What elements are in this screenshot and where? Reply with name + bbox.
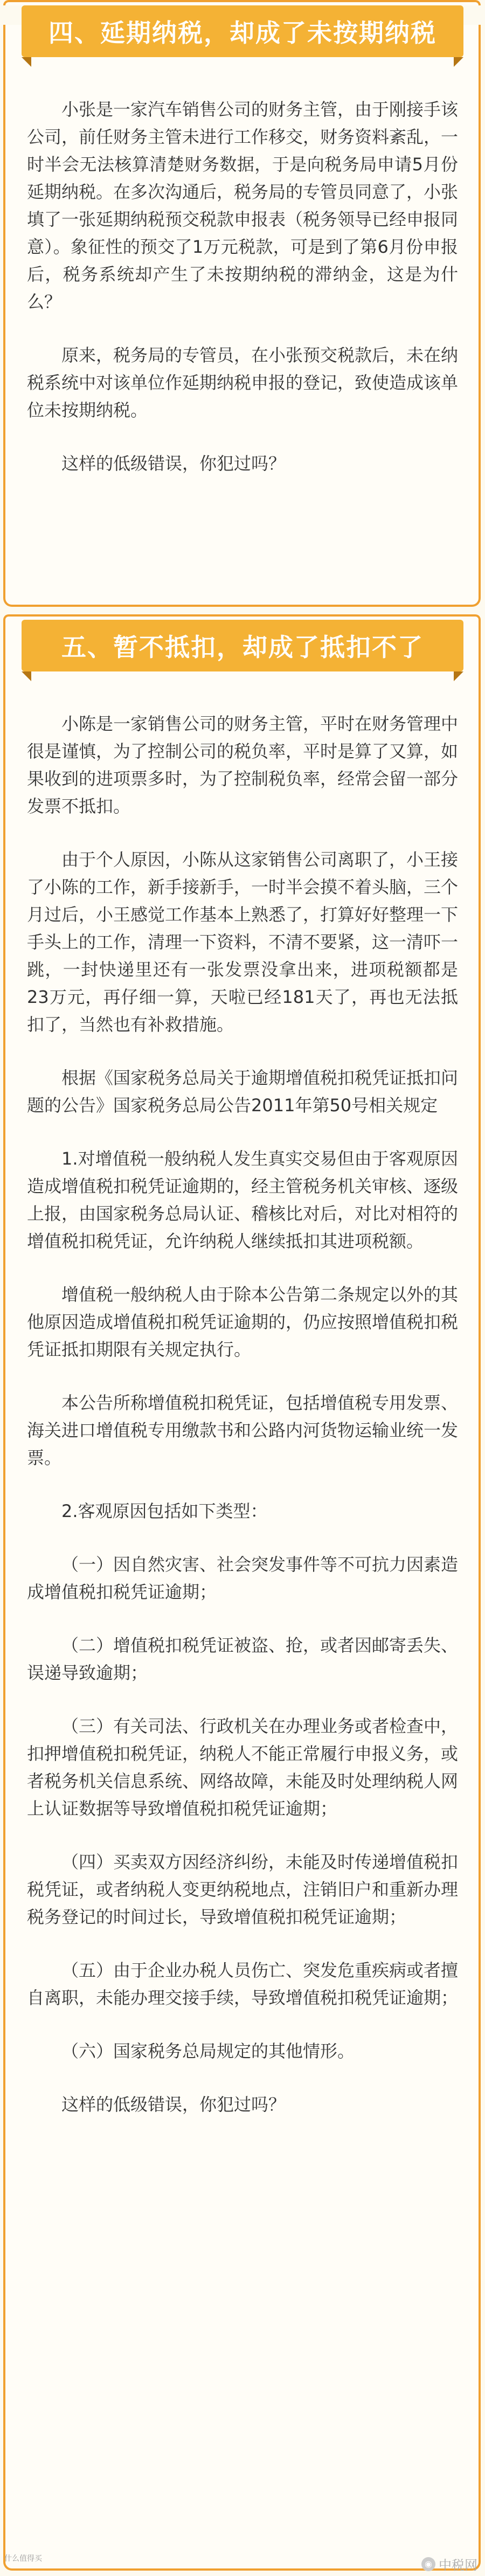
ribbon-fold-left — [22, 671, 31, 681]
closing-question: 这样的低级错误，你犯过吗？ — [61, 2094, 286, 2115]
section-title-4: 四、延期纳税，却成了未按期纳税 — [48, 18, 436, 47]
section-body-4 — [27, 96, 458, 503]
closing-question: 这样的低级错误，你犯过吗？ — [61, 453, 286, 474]
paragraph: 由于个人原因，小陈从这家销售公司离职了，小王接了小陈的工作，新手接新手，一时半会摸不着头脑，三个月过后，小王感觉工作基本上熟悉了，打算好好整理一下手头上的工作，清理一下资料，不清不要紧，这一清吓一跳，一封快递里还有一张发票没拿出来，进项税额都是23万元，再仔细一算，天啦已经181天了，再也无法抵扣了，当然也有补救措施。 — [27, 849, 459, 1035]
paragraph: 原来，税务局的专管员，在小张预交税款后，未在纳税系统中对该单位作延期纳税申报的登记，致使造成该单位未按期纳税。 — [27, 345, 459, 420]
paragraph: 小陈是一家销售公司的财务主管，平时在财务管理中很是谨慎，为了控制公司的税负率，平时是算了又算，如果收到的进项票多时，为了控制税负率，经常会留一部分发票不抵扣。 — [27, 714, 459, 816]
list-item: （四）买卖双方因经济纠纷，未能及时传递增值税扣税凭证，或者纳税人变更纳税地点，注销旧户和重新办理税务登记的时间过长，导致增值税扣税凭证逾期； — [27, 1852, 459, 1927]
section-title-banner-5 — [22, 620, 463, 671]
ribbon-fold-left — [22, 57, 31, 67]
watermark-text: 什么值得买 — [4, 2554, 42, 2563]
list-item: （六）国家税务总局规定的其他情形。 — [61, 2041, 355, 2061]
brand-logo — [421, 2554, 477, 2573]
list-item: （二）增值税扣税凭证被盗、抢，或者因邮寄丢失、误递导致逾期； — [27, 1635, 459, 1683]
section-title-5: 五、暂不抵扣，却成了抵扣不了 — [61, 633, 424, 662]
list-item: （一）因自然灾害、社会突发事件等不可抗力因素造成增值税扣税凭证逾期； — [27, 1554, 459, 1602]
section-title-banner-4 — [22, 5, 463, 57]
list-item: （五）由于企业办税人员伤亡、突发危重疾病或者擅自离职，未能办理交接手续，导致增值税扣税凭证逾期； — [27, 1960, 459, 2008]
brand-mark-icon: ◉ — [421, 2557, 435, 2571]
list-item: （三）有关司法、行政机关在办理业务或者检查中，扣押增值税扣税凭证，纳税人不能正常履行申报义务，或者税务机关信息系统、网络故障，未能及时处理纳税人网上认证数据等导致增值税扣税凭证逾期； — [27, 1716, 459, 1819]
paragraph: 本公告所称增值税扣税凭证，包括增值税专用发票、海关进口增值税专用缴款书和公路内河货物运输业统一发票。 — [27, 1393, 459, 1468]
paragraph: 2.客观原因包括如下类型： — [61, 1501, 268, 1521]
brand-name: 中税网 — [439, 2558, 477, 2573]
paragraph: 小张是一家汽车销售公司的财务主管，由于刚接手该公司，前任财务主管未进行工作移交，财务资料紊乱，一时半会无法核算清楚财务数据，于是向税务局申请5月份延期纳税。在多次沟通后，税务局的专管员同意了，小张填了一张延期纳税预交税款申报表（税务领导已经申报同意）。象征性的预交了1万元税款，可是到了第6月份申报后，税务系统却产生了未按期纳税的滞纳金，这是为什么？ — [27, 99, 459, 312]
paragraph: 根据《国家税务总局关于逾期增值税扣税凭证抵扣问题的公告》国家税务总局公告2011年第50号相关规定 — [27, 1068, 459, 1116]
section-body-5 — [27, 710, 458, 2144]
ribbon-fold-right — [454, 57, 463, 67]
ribbon-fold-right — [454, 671, 463, 681]
paragraph: 增值税一般纳税人由于除本公告第二条规定以外的其他原因造成增值税扣税凭证逾期的，仍应按照增值税扣税凭证抵扣期限有关规定执行。 — [27, 1284, 459, 1360]
paragraph: 1.对增值税一般纳税人发生真实交易但由于客观原因造成增值税扣税凭证逾期的，经主管税务机关审核、逐级上报，由国家税务总局认证、稽核比对后，对比对相符的增值税扣税凭证，允许纳税人继续抵扣其进项税额。 — [27, 1148, 459, 1251]
